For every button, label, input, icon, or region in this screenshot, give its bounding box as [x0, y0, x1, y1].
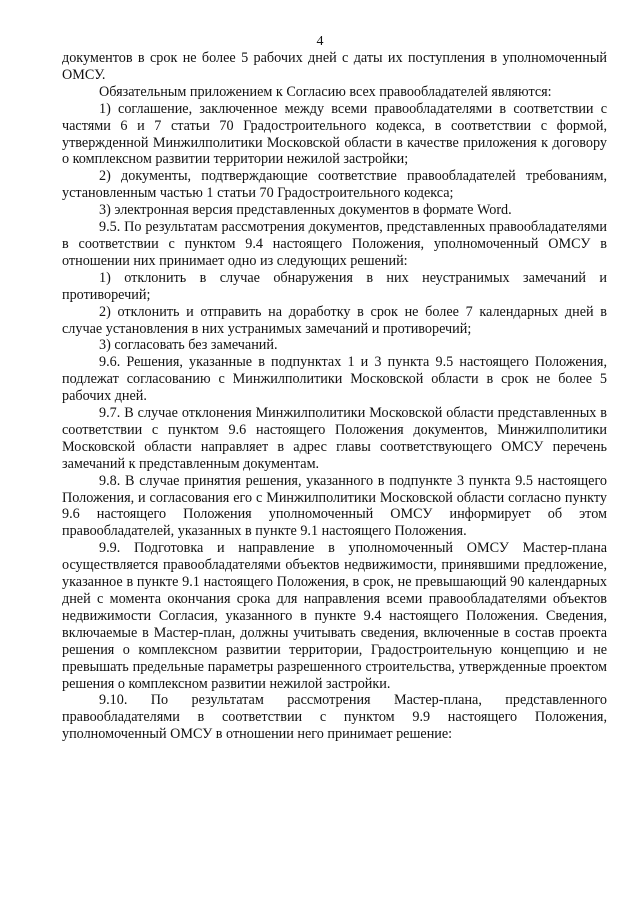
- paragraph-continuation: документов в срок не более 5 рабочих дней с даты их поступления в уполномоченный ОМСУ.: [62, 50, 607, 83]
- list-item-electronic-version: 3) электронная версия представленных документов в формате Word.: [99, 202, 512, 219]
- paragraph-attachments-intro: Обязательным приложением к Согласию всех правообладателей являются:: [99, 83, 552, 100]
- list-item-approve: 3) согласовать без замечаний.: [99, 337, 278, 354]
- clause-9-10: 9.10. По результатам рассмотрения Мастер-плана, представленного правообладателями в соответствии с пунктом 9.9 настоящего Положения, уполномоченный ОМСУ в отношении него принимает решение:: [62, 692, 607, 743]
- clause-9-7: 9.7. В случае отклонения Минжилполитики Московской области представленных в соответствии с пунктом 9.6 настоящего Положения документов, Минжилполитики Московской области направляет в адрес главы соответствующего ОМСУ перечень замечаний к представленным документам.: [62, 405, 607, 472]
- list-item-reject: 1) отклонить в случае обнаружения в них неустранимых замечаний и противоречий;: [62, 269, 607, 303]
- clause-9-5: 9.5. По результатам рассмотрения документов, представленных правообладателями в соответствии с пунктом 9.4 настоящего Положения, уполномоченный ОМСУ в отношении них принимает одно из следующих решений:: [62, 219, 607, 269]
- list-item-return-for-revision: 2) отклонить и отправить на доработку в срок не более 7 календарных дней в случае установления в них устранимых замечаний и противоречий;: [62, 303, 607, 337]
- list-item-agreement: 1) соглашение, заключенное между всеми правообладателями в соответствии с частями 6 и 7 статьи 70 Градостроительного кодекса, в соответствии с формой, утвержденной Минжилполитики Московской области в качестве приложения к договору о комплексном развитии территории нежилой застройки;: [62, 100, 607, 168]
- page-number: 4: [316, 34, 324, 49]
- clause-9-8: 9.8. В случае принятия решения, указанного в подпункте 3 пункта 9.5 настоящего Положения, и согласования его с Минжилполитики Московской области согласно пункту 9.6 настоящего Положения уполномоченный ОМСУ информирует об этом правообладателей, указанных в пункте 9.1 настоящего Положения.: [62, 472, 607, 540]
- clause-9-6: 9.6. Решения, указанные в подпунктах 1 и 3 пункта 9.5 настоящего Положения, подлежат согласованию с Минжилполитики Московской области в срок не более 5 рабочих дней.: [62, 354, 607, 405]
- clause-9-9: 9.9. Подготовка и направление в уполномоченный ОМСУ Мастер-плана осуществляется правообладателями объектов недвижимости, принявшими предложение, указанное в пункте 9.1 настоящего Положения, в срок, не превышающий 90 календарных дней с момента окончания срока для направления всеми правообладателями объектов недвижимости Согласия, указанного в пункте 9.4 настоящего Положения. Сведения, включаемые в Мастер-план, должны учитывать сведения, включенные в состав проекта решения о комплексном развитии территории, Градостроительную концепцию и не превышать предельные параметры разрешенного строительства, утвержденные проектом решения о комплексном развитии нежилой застройки.: [62, 540, 607, 692]
- document-body: [62, 50, 607, 743]
- list-item-documents: 2) документы, подтверждающие соответствие правообладателей требованиям, установленным частью 1 статьи 70 Градостроительного кодекса;: [62, 168, 607, 202]
